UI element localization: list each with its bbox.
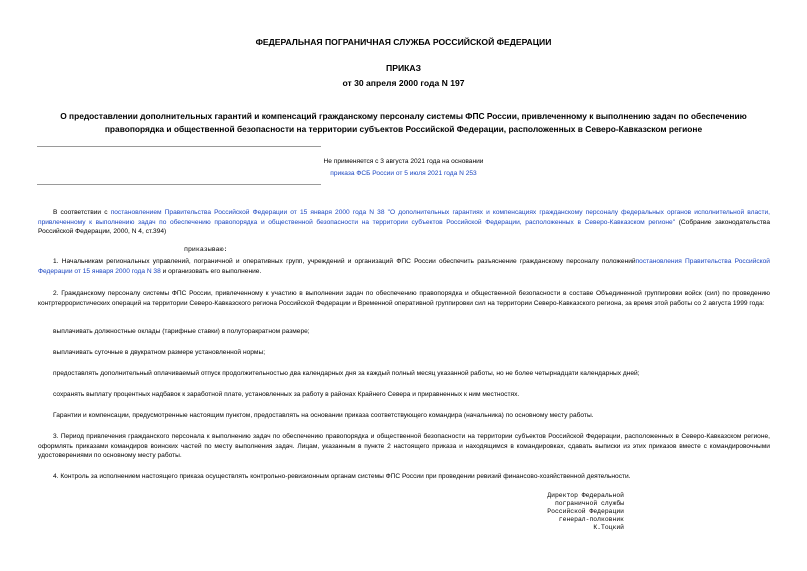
document-title: О предоставлении дополнительных гарантий и компенсаций гражданскому персоналу системы ФПС России, привлеченному к выполнению задач по обеспечению правопорядка и общественной безопасности на территории субъектов Российской Федерации, расположенных в Северо-Кавказском регионе [60, 111, 747, 134]
notice-text: Не применяется с 3 августа 2021 года на основании [323, 158, 484, 165]
preamble-link[interactable]: постановлением Правительства Российской Федерации от 15 января 2000 года N 38 "О дополнительных гарантиях и компенсациях гражданскому персоналу федеральных органов исполнительной власти, привлеченному к выполнению задач по обеспечению правопорядка и общественной безопасности на территории субъектов Российской Федерации, расположенных в Северо-Кавказском регионе" [38, 209, 770, 226]
signature-line: Российской Федерации [547, 508, 624, 516]
divider-bottom [37, 184, 321, 185]
paragraph-1 [38, 257, 770, 276]
list-item: предоставлять дополнительный оплачиваемый отпуск продолжительностью два календарных дня за каждый полный месяц указанной работы, но не более четырнадцати календарных дней; [53, 370, 640, 377]
signature-line: пограничной службы [554, 500, 624, 508]
list-item: выплачивать суточные в двукратном размере установленной нормы; [53, 349, 266, 356]
p1-link[interactable]: постановления Правительства Российской Федерации от 15 января 2000 года N 38 [38, 258, 770, 275]
p1-suffix: и организовать его выполнение. [160, 267, 262, 275]
prikazyvayu-label: приказываю: [184, 246, 228, 253]
list-item: выплачивать должностные оклады (тарифные ставки) в полуторакратном размере; [53, 328, 310, 335]
paragraph-2: 2. Гражданскому персоналу системы ФПС России, привлеченному к участию в выполнении задач по обеспечению правопорядка и общественной безопасности в составе Объединенной группировки войск (сил) по проведению контртеррористических операций на территории Северо-Кавказского региона Российской Федерации и Временной оперативной группировки сил на территории Северо-Кавказского региона, за время этой работы со 2 августа 1999 года: [38, 290, 770, 307]
agency-heading: ФЕДЕРАЛЬНАЯ ПОГРАНИЧНАЯ СЛУЖБА РОССИЙСКОЙ ФЕДЕРАЦИИ [255, 37, 552, 47]
preamble-suffix: (Собрание законодательства Российской Федерации, 2000, N 4, ст.394) [38, 218, 770, 236]
paragraph-3: 3. Период привлечения гражданского персонала к выполнению задач по обеспечению правопорядка и общественной безопасности на территории субъектов Российской Федерации, расположенных в Северо-Кавказском регионе, оформлять приказами командиров воинских частей по месту выполнения задач. Лицам, указанным в пункте 2 настоящего приказа и находящимся в командировках, сдавать выписки из этих приказов вместе с командировочными удостоверениями по основному месту работы. [38, 433, 770, 460]
status-notice [240, 156, 567, 180]
paragraph-4: 4. Контроль за исполнением настоящего приказа осуществлять контрольно-ревизионным органам системы ФПС России при проведении ревизий финансово-хозяйственной деятельности. [53, 473, 631, 480]
date-number-heading: от 30 апреля 2000 года N 197 [342, 78, 465, 88]
signature-line: генерал-полковник [558, 516, 624, 524]
notice-link[interactable]: приказа ФСБ России от 5 июля 2021 года N 253 [330, 170, 477, 177]
signature-line: К.Тоцкий [593, 524, 624, 532]
preamble-prefix: В соответствии с [53, 209, 111, 216]
divider-top [37, 146, 321, 147]
list-item: Гарантии и компенсации, предусмотренные настоящим пунктом, предоставлять на основании приказа соответствующего командира (начальника) по основному месту работы. [53, 412, 594, 419]
preamble-paragraph [38, 208, 770, 237]
signature-line: Директор Федеральной [547, 492, 624, 499]
doc-type-heading: ПРИКАЗ [386, 63, 421, 73]
signature-block [488, 492, 624, 532]
p1-prefix: 1. Начальникам региональных управлений, пограничной и оперативных групп, учреждений и организаций ФПС России обеспечить разъяснение гражданскому персоналу положений [53, 258, 636, 265]
list-item: сохранять выплату процентных надбавок к заработной плате, установленных за работу в районах Крайнего Севера и приравненных к ним местностях. [53, 391, 520, 398]
